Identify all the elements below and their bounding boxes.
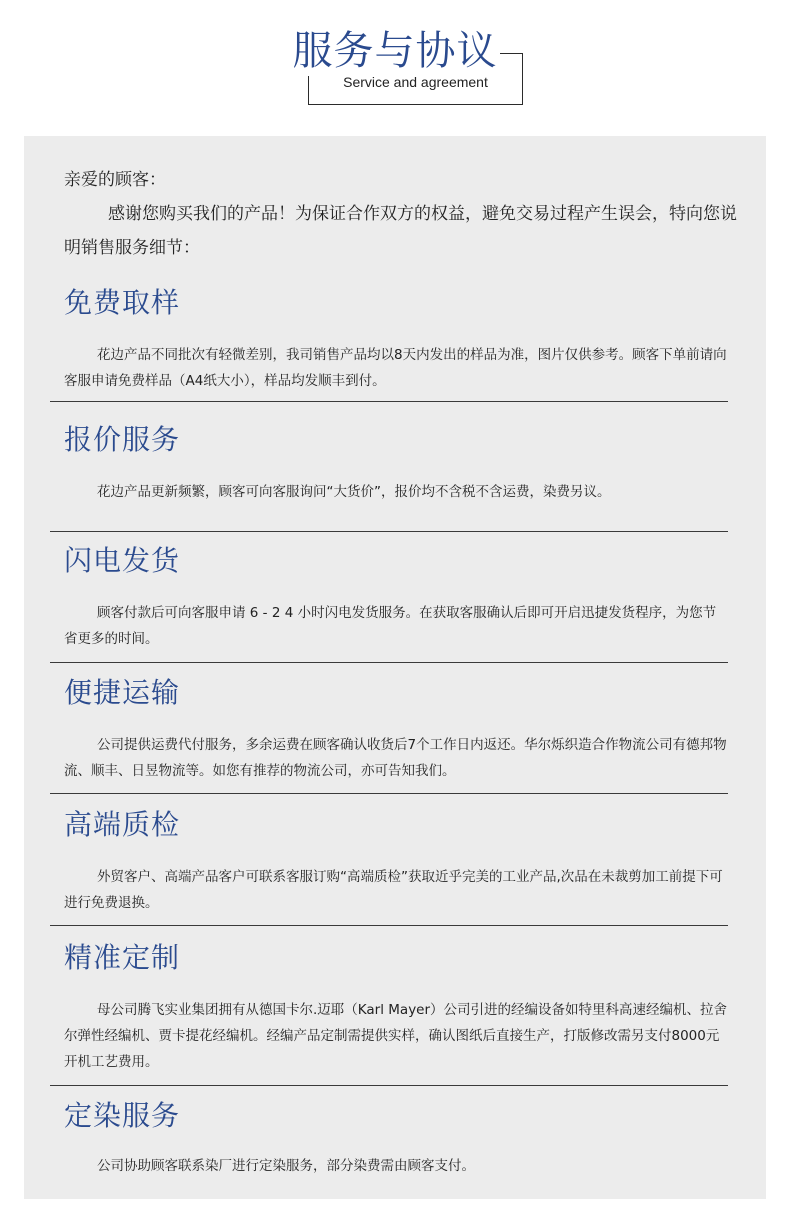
section-title: 闪电发货 [64, 544, 181, 577]
section-body: 外贸客户、高端产品客户可联系客服订购“高端质检”获取近乎完美的工业产品,次品在未裁剪加工前提下可进行免费退换。 [64, 869, 723, 911]
greeting-salutation: 亲爱的顾客： [64, 170, 166, 190]
section-divider [50, 925, 728, 926]
section-quote [50, 420, 728, 535]
greeting [64, 163, 744, 265]
section-body: 公司提供运费代付服务，多余运费在顾客确认收货后7个工作日内返还。华尔烁织造合作物流公司有德邦物流、顺丰、日昱物流等。如您有推荐的物流公司，亦可告知我们。 [64, 737, 727, 779]
section-fast-delivery [50, 541, 728, 666]
section-body: 母公司腾飞实业集团拥有从德国卡尔.迈耶（Karl Mayer）公司引进的经编设备如特里科高速经编机、拉舍尔弹性经编机、贾卡提花经编机。经编产品定制需提供实样，确认图纸后直接生产，打版修改需另支付8000元开机工艺费用。 [64, 1002, 728, 1070]
section-dyeing [50, 1096, 728, 1186]
section-title: 报价服务 [64, 423, 181, 456]
section-title: 高端质检 [64, 808, 181, 841]
page-header [0, 0, 790, 120]
section-title: 免费取样 [64, 286, 181, 319]
section-body: 顾客付款后可向客服申请 6 - 2 4 小时闪电发货服务。在获取客服确认后即可开启迅捷发货程序，为您节省更多的时间。 [64, 605, 717, 647]
section-divider [50, 793, 728, 794]
page-subtitle: Service and agreement [343, 74, 488, 90]
section-shipping [50, 673, 728, 798]
section-divider [50, 1085, 728, 1086]
section-divider [50, 531, 728, 532]
section-title: 精准定制 [64, 941, 181, 974]
page-title-wrap [0, 26, 790, 76]
page-title: 服务与协议 [292, 28, 498, 74]
section-divider [50, 662, 728, 663]
greeting-intro: 感谢您购买我们的产品！为保证合作双方的权益，避免交易过程产生误会，特向您说明销售服务细节： [64, 204, 737, 258]
section-body: 花边产品不同批次有轻微差别，我司销售产品均以8天内发出的样品为准，图片仅供参考。顾客下单前请向客服申请免费样品（A4纸大小），样品均发顺丰到付。 [64, 347, 727, 389]
section-body: 花边产品更新频繁，顾客可向客服询问“大货价”，报价均不含税不含运费，染费另议。 [97, 484, 611, 500]
section-divider [50, 401, 728, 402]
section-free-sample [50, 283, 728, 403]
section-customization [50, 938, 728, 1088]
section-title: 便捷运输 [64, 676, 181, 709]
section-quality-check [50, 805, 728, 930]
section-title: 定染服务 [64, 1099, 181, 1132]
section-body: 公司协助顾客联系染厂进行定染服务，部分染费需由顾客支付。 [97, 1158, 475, 1174]
